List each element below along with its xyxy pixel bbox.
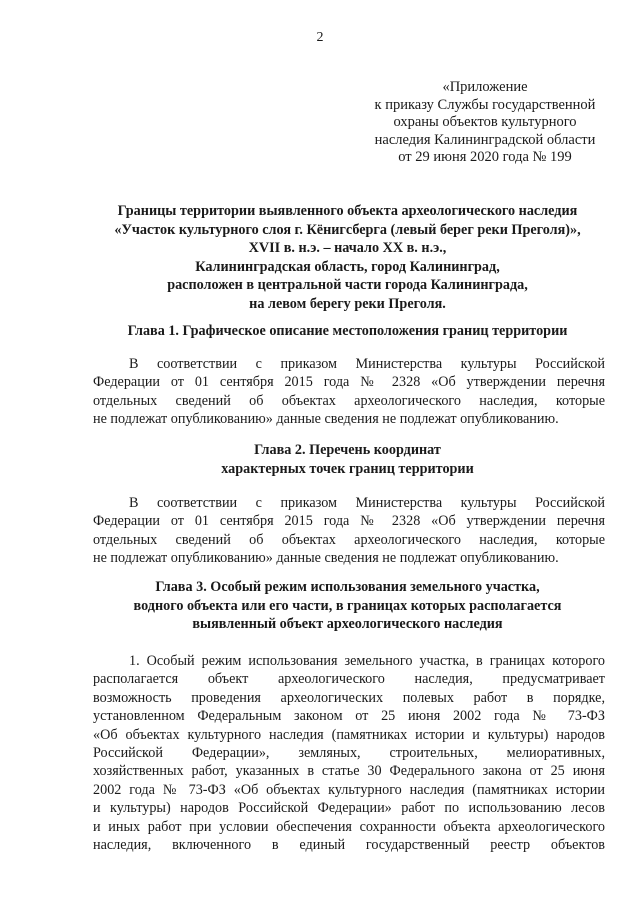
paragraph-line: отдельных сведений об объектах археологического наследия, которые (93, 392, 605, 409)
title-line: на левом берегу реки Преголя. (249, 295, 446, 312)
appendix-line: наследия Калининградской области (374, 131, 596, 148)
paragraph-line: не подлежат опубликованию» данные сведения не подлежат опубликованию. (93, 550, 559, 567)
title-line: Калининградская область, город Калининград, (195, 258, 500, 275)
appendix-line: от 29 июня 2020 года № 199 (398, 149, 572, 166)
appendix-line: «Приложение (442, 79, 528, 95)
heading-line: Глава 2. Перечень координат (254, 442, 441, 458)
title-line: расположен в центральной части города Калининграда, (167, 277, 528, 294)
paragraph-line: не подлежат опубликованию» данные сведения не подлежат опубликованию. (93, 411, 559, 428)
paragraph-line: Федерации от 01 сентября 2015 года № 2328 «Об утверждении перечня (93, 513, 605, 530)
paragraph-line: В соответствии с приказом Министерства культуры Российской (129, 356, 605, 372)
chapter1-heading (70, 322, 625, 341)
paragraph-line: отдельных сведений об объектах археологического наследия, которые (93, 531, 605, 548)
heading-line: характерных точек границ территории (221, 460, 474, 477)
appendix-block (365, 79, 605, 167)
paragraph-line: «Об объектах культурного наследия (памятниках истории и культуры) народов (93, 726, 605, 743)
paragraph-line: и иных работ при условии обеспечения сохранности объекта археологического (93, 818, 605, 835)
heading-line: Глава 3. Особый режим использования земельного участка, (155, 579, 540, 595)
chapter3-heading (70, 578, 625, 634)
chapter1-paragraph (93, 355, 605, 429)
paragraph-line: возможность проведения археологических полевых работ в порядке, (93, 689, 605, 706)
paragraph-line: наследия, включенного в единый государственный реестр объектов (93, 836, 605, 853)
paragraph-line: установленном Федеральным законом от 25 июня 2002 года № 73-ФЗ (93, 708, 605, 725)
title-line: Границы территории выявленного объекта археологического наследия (117, 203, 578, 219)
page-number: 2 (316, 30, 324, 45)
paragraph-line: хозяйственных работ, указанных в статье 30 Федерального закона от 25 июня (93, 763, 605, 780)
heading-line: выявленный объект археологического наследия (192, 616, 503, 633)
paragraph-line: Российской Федерации», земляных, строительных, мелиоративных, (93, 744, 605, 761)
heading-line: Глава 1. Графическое описание местоположения границ территории (127, 323, 568, 339)
title-line: «Участок культурного слоя г. Кёнигсберга (левый берег реки Преголя)», (114, 221, 581, 238)
document-title (70, 202, 625, 314)
chapter2-heading (70, 441, 625, 478)
chapter3-paragraph (93, 652, 605, 854)
paragraph-line: Федерации от 01 сентября 2015 года № 2328 «Об утверждении перечня (93, 374, 605, 391)
appendix-line: охраны объектов культурного (393, 114, 577, 131)
paragraph-line: В соответствии с приказом Министерства культуры Российской (129, 495, 605, 511)
paragraph-line: располагается объект археологического наследия, предусматривает (93, 671, 605, 688)
paragraph-line: 2002 года № 73-ФЗ «Об объектах культурного наследия (памятниках истории (93, 781, 605, 798)
title-line: XVII в. н.э. – начало XX в. н.э., (248, 240, 447, 257)
paragraph-line: 1. Особый режим использования земельного участка, в границах которого (129, 653, 605, 669)
heading-line: водного объекта или его части, в границах которых располагается (133, 597, 562, 614)
paragraph-line: и культуры) народов Российской Федерации» работ по использованию лесов (93, 800, 605, 817)
chapter2-paragraph (93, 494, 605, 568)
appendix-line: к приказу Службы государственной (374, 96, 596, 113)
